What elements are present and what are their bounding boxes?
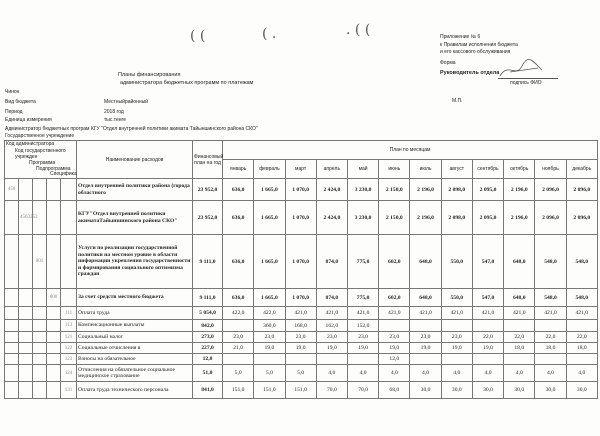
month-value: 548,0 [535, 235, 566, 289]
table-row [5, 307, 598, 320]
code-cell [19, 332, 33, 343]
month-value: 1 070,0 [285, 179, 316, 201]
code-cell [5, 320, 19, 332]
appendix-number: Приложение № 6 [440, 34, 481, 40]
code-cell [5, 201, 19, 235]
code-cell [61, 201, 77, 235]
meta-admin-label: Администратор бюджетных програм КГУ "Отдел внутренней политики акимата Тайыншинского района СКО" [5, 126, 258, 132]
month-value: 68,0 [379, 382, 410, 399]
month-value: 636,0 [223, 289, 254, 307]
month-value [535, 320, 566, 332]
code-cell [47, 235, 61, 289]
table-row [5, 179, 598, 201]
month-value: 874,0 [316, 289, 347, 307]
month-value: 2 095,0 [472, 179, 503, 201]
month-value: 360,0 [254, 320, 285, 332]
month-value: 636,0 [223, 179, 254, 201]
month-value: 30,0 [410, 382, 441, 399]
month-value: 1 665,0 [254, 289, 285, 307]
month-value: 152,0 [347, 320, 378, 332]
month-header-mar: март [285, 160, 316, 179]
month-value: 602,0 [379, 289, 410, 307]
month-header-jan: январь [223, 160, 254, 179]
month-value: 602,0 [379, 235, 410, 289]
code-cell [19, 307, 33, 320]
header-name: Наименование расходов [77, 141, 193, 179]
month-value: 648,0 [504, 235, 535, 289]
head-label: Руководитель отдела [440, 70, 500, 76]
month-value: 22,0 [566, 332, 597, 343]
appendix-rule: к Правилам исполнения бюджета [440, 42, 518, 48]
code-cell [19, 382, 33, 399]
signature-mark [498, 58, 544, 80]
month-value [254, 354, 285, 365]
month-value: 648,0 [504, 289, 535, 307]
month-value: 168,0 [285, 320, 316, 332]
month-value [566, 320, 597, 332]
year-total: 12,0 [193, 354, 223, 365]
meta-unit-label: Единица измерения [5, 117, 52, 123]
table-row [5, 365, 598, 382]
appendix-rule-2: и его кассового обслуживания [440, 49, 511, 55]
header-subprogram: Подпрограмма [36, 165, 71, 172]
code-cell [19, 179, 33, 201]
month-value: 648,0 [410, 235, 441, 289]
code-cell [47, 365, 61, 382]
code-cell: 124 [61, 365, 77, 382]
month-value: 775,0 [347, 235, 378, 289]
month-value [504, 320, 535, 332]
code-cell [5, 343, 19, 354]
month-value: 648,0 [410, 289, 441, 307]
expense-name: КГУ"Отдел внутренней политики акиматаТайыншинского района СКО" [77, 201, 193, 235]
month-value [535, 354, 566, 365]
meta-period-value: 2018 год [104, 109, 124, 115]
month-value [566, 354, 597, 365]
month-value: 162,0 [316, 320, 347, 332]
expense-name: Социальные отчисления в [77, 343, 193, 354]
expense-name: Отдел внутренней политики района (города областного [77, 179, 193, 201]
code-cell: 4563253 [19, 201, 33, 235]
month-value [223, 354, 254, 365]
year-total: 227,0 [193, 343, 223, 354]
code-cell [5, 354, 19, 365]
code-cell [33, 320, 47, 332]
month-value: 4,0 [410, 365, 441, 382]
code-cell: 113 [61, 320, 77, 332]
month-value [472, 354, 503, 365]
month-value: 30,0 [566, 382, 597, 399]
month-value: 550,0 [441, 289, 472, 307]
expense-name: Взносы на обязательное [77, 354, 193, 365]
month-value: 2 150,0 [379, 179, 410, 201]
month-value: 2 096,0 [535, 201, 566, 235]
code-cell [47, 382, 61, 399]
code-cell [5, 332, 19, 343]
month-value: 422,0 [254, 307, 285, 320]
code-cell [33, 289, 47, 307]
month-value: 421,0 [379, 307, 410, 320]
month-value: 3 230,0 [347, 201, 378, 235]
month-value: 3 230,0 [347, 179, 378, 201]
month-header-apr: апрель [316, 160, 347, 179]
year-total: 9 111,0 [193, 289, 223, 307]
month-value: 421,0 [441, 307, 472, 320]
month-value: 22,0 [504, 332, 535, 343]
month-value: 547,0 [472, 235, 503, 289]
month-value: 23,0 [285, 332, 316, 343]
month-value: 19,0 [379, 343, 410, 354]
code-cell [33, 179, 47, 201]
month-value: 2 096,0 [566, 201, 597, 235]
table-row [5, 289, 598, 307]
month-value: 22,0 [472, 332, 503, 343]
code-cell [33, 307, 47, 320]
month-value: 19,0 [410, 343, 441, 354]
code-cell [47, 354, 61, 365]
month-value: 2 196,0 [410, 201, 441, 235]
month-value: 2 424,0 [316, 179, 347, 201]
month-value: 550,0 [441, 235, 472, 289]
month-value: 2 096,0 [566, 179, 597, 201]
month-value: 22,0 [535, 332, 566, 343]
code-cell: 000 [47, 289, 61, 307]
code-cell [61, 235, 77, 289]
pen-mark-1: ( ( [190, 28, 206, 44]
expense-name: Оплата труда [77, 307, 193, 320]
month-value: 23,0 [316, 332, 347, 343]
month-value: 421,0 [316, 307, 347, 320]
month-value: 23,0 [379, 332, 410, 343]
month-value: 2 096,0 [535, 179, 566, 201]
month-value: 2 095,0 [472, 201, 503, 235]
code-cell: 001 [33, 235, 47, 289]
code-cell [5, 307, 19, 320]
meta-period-label: Период [5, 109, 23, 115]
code-cell [47, 320, 61, 332]
month-value: 4,0 [347, 365, 378, 382]
signature-caption: подпись ФИО [510, 80, 542, 86]
month-value: 23,0 [254, 332, 285, 343]
month-value: 1 070,0 [285, 235, 316, 289]
meta-budget-type-label: Вид бюджета [5, 99, 36, 105]
month-header-nov: ноябрь [535, 160, 566, 179]
month-value [223, 320, 254, 332]
signature-line [498, 78, 558, 79]
meta-institution-label: Государственное учреждение [5, 133, 75, 139]
year-total: 842,0 [193, 320, 223, 332]
header-months-title: План по месяцам [223, 141, 598, 160]
month-value: 2 098,0 [441, 179, 472, 201]
month-value: 4,0 [379, 365, 410, 382]
month-value: 2 196,0 [504, 179, 535, 201]
month-value: 12,0 [379, 354, 410, 365]
header-program: Программа [5, 160, 77, 167]
expense-name: Услуги по реализации государственной политики на местном уровне в области информации укрепления государственности и формирования социального оптимизма граждан [77, 235, 193, 289]
month-value: 4,0 [316, 365, 347, 382]
meta-chinon: Чинон [5, 89, 20, 95]
year-total: 23 952,0 [193, 179, 223, 201]
month-value [316, 354, 347, 365]
month-value: 2 196,0 [410, 179, 441, 201]
expense-name: Социальный налог [77, 332, 193, 343]
month-value: 775,0 [347, 289, 378, 307]
code-cell [47, 307, 61, 320]
month-value: 421,0 [285, 307, 316, 320]
page-subtitle: администратора бюджетных программ по платежам [120, 80, 254, 86]
code-cell [61, 179, 77, 201]
month-value: 23,0 [223, 332, 254, 343]
form-label: Форма [440, 60, 456, 66]
code-cell [33, 354, 47, 365]
month-value: 151,0 [223, 382, 254, 399]
code-cell [47, 332, 61, 343]
month-value: 18,0 [535, 343, 566, 354]
month-value: 636,0 [223, 201, 254, 235]
table-row [5, 382, 598, 399]
month-value: 23,0 [410, 332, 441, 343]
year-total: 841,0 [193, 382, 223, 399]
month-value: 70,0 [347, 382, 378, 399]
month-value: 19,0 [254, 343, 285, 354]
code-cell [47, 201, 61, 235]
table-row [5, 343, 598, 354]
month-value: 5,0 [285, 365, 316, 382]
code-cell: 131 [61, 382, 77, 399]
header-institution-code: Код государственного учрежден [5, 148, 77, 160]
month-value: 548,0 [566, 289, 597, 307]
meta-unit-value: тыс.тенге [104, 117, 127, 123]
month-value: 2 098,0 [441, 201, 472, 235]
month-value: 21,0 [223, 343, 254, 354]
code-cell [19, 235, 33, 289]
month-value: 548,0 [535, 289, 566, 307]
month-value: 548,0 [566, 235, 597, 289]
month-value: 19,0 [472, 343, 503, 354]
header-total: Финансовый план на год [193, 141, 223, 179]
code-cell [5, 365, 19, 382]
month-value: 421,0 [410, 307, 441, 320]
month-value: 1 665,0 [254, 179, 285, 201]
month-value: 2 150,0 [379, 201, 410, 235]
month-value: 4,0 [566, 365, 597, 382]
month-value: 19,0 [285, 343, 316, 354]
month-header-may: май [347, 160, 378, 179]
month-header-feb: февраль [254, 160, 285, 179]
month-value [347, 354, 378, 365]
month-value [472, 320, 503, 332]
month-value [379, 320, 410, 332]
month-value: 1 070,0 [285, 289, 316, 307]
month-value: 19,0 [441, 343, 472, 354]
month-value: 4,0 [472, 365, 503, 382]
month-value [410, 320, 441, 332]
header-specifics: Специфика [50, 171, 77, 178]
code-cell: 121 [61, 332, 77, 343]
month-header-oct: октябрь [504, 160, 535, 179]
month-value: 18,0 [566, 343, 597, 354]
code-cell [5, 289, 19, 307]
month-value: 30,0 [472, 382, 503, 399]
code-cell: 111 [61, 307, 77, 320]
month-value: 421,0 [347, 307, 378, 320]
month-value: 421,0 [535, 307, 566, 320]
year-total: 273,0 [193, 332, 223, 343]
year-total: 9 111,0 [193, 235, 223, 289]
expense-name: За счет средств местного бюджета [77, 289, 193, 307]
month-value: 2 196,0 [504, 201, 535, 235]
month-value: 422,0 [223, 307, 254, 320]
month-header-jul: июль [410, 160, 441, 179]
month-value: 1 070,0 [285, 201, 316, 235]
month-value: 19,0 [347, 343, 378, 354]
code-cell [61, 289, 77, 307]
expense-name: Компенсационные выплаты [77, 320, 193, 332]
meta-budget-type-value: Местныйрайонный [104, 99, 148, 105]
month-header-jun: июнь [379, 160, 410, 179]
year-total: 23 952,0 [193, 201, 223, 235]
month-value: 636,0 [223, 235, 254, 289]
month-value: 23,0 [441, 332, 472, 343]
month-value: 5,0 [254, 365, 285, 382]
pen-mark-3: . ( ( [346, 22, 371, 38]
month-value: 30,0 [535, 382, 566, 399]
month-header-aug: август [441, 160, 472, 179]
month-value: 151,0 [285, 382, 316, 399]
month-value: 23,0 [347, 332, 378, 343]
table-row [5, 320, 598, 332]
month-value: 1 665,0 [254, 235, 285, 289]
code-cell: 122 [61, 343, 77, 354]
code-cell [19, 289, 33, 307]
month-value: 874,0 [316, 235, 347, 289]
code-cell [33, 382, 47, 399]
financing-plan-table [4, 140, 598, 399]
month-value: 30,0 [504, 382, 535, 399]
month-value: 151,0 [254, 382, 285, 399]
code-cell [33, 332, 47, 343]
month-value: 4,0 [441, 365, 472, 382]
expense-name: Отчисления на обязательное социальное медицинское страхование [77, 365, 193, 382]
month-value: 547,0 [472, 289, 503, 307]
month-header-dec: декабрь [566, 160, 597, 179]
month-value: 2 424,0 [316, 201, 347, 235]
code-cell [33, 365, 47, 382]
table-row [5, 354, 598, 365]
expense-name: Оплата труда технического персонала [77, 382, 193, 399]
code-cell [19, 354, 33, 365]
month-value: 19,0 [316, 343, 347, 354]
code-cell [19, 320, 33, 332]
month-value: 30,0 [441, 382, 472, 399]
code-cell [5, 235, 19, 289]
month-value [441, 354, 472, 365]
month-value [410, 354, 441, 365]
code-cell [47, 179, 61, 201]
month-value: 5,0 [223, 365, 254, 382]
code-cell [19, 343, 33, 354]
table-row [5, 332, 598, 343]
code-cell [33, 343, 47, 354]
month-value: 4,0 [535, 365, 566, 382]
month-value: 421,0 [472, 307, 503, 320]
header-subprogram-spec [5, 167, 77, 179]
month-value: 18,0 [504, 343, 535, 354]
code-cell [5, 382, 19, 399]
month-value [504, 354, 535, 365]
month-header-sep: сентябрь [472, 160, 503, 179]
header-admin-code: Код администратора [5, 141, 77, 148]
pen-mark-2: ( . [262, 26, 277, 42]
month-value: 70,0 [316, 382, 347, 399]
month-value: 421,0 [504, 307, 535, 320]
code-cell: 123 [61, 354, 77, 365]
year-total: 5 054,0 [193, 307, 223, 320]
table-row [5, 201, 598, 235]
code-cell [47, 343, 61, 354]
code-cell: 456 [5, 179, 19, 201]
month-value: 1 665,0 [254, 201, 285, 235]
month-value: 421,0 [566, 307, 597, 320]
stamp-mp: М.П. [452, 98, 463, 104]
table-row [5, 235, 598, 289]
month-value: 4,0 [504, 365, 535, 382]
month-value [441, 320, 472, 332]
code-cell [19, 365, 33, 382]
page-title: Планы финансирования [118, 72, 181, 78]
year-total: 51,0 [193, 365, 223, 382]
month-value [285, 354, 316, 365]
